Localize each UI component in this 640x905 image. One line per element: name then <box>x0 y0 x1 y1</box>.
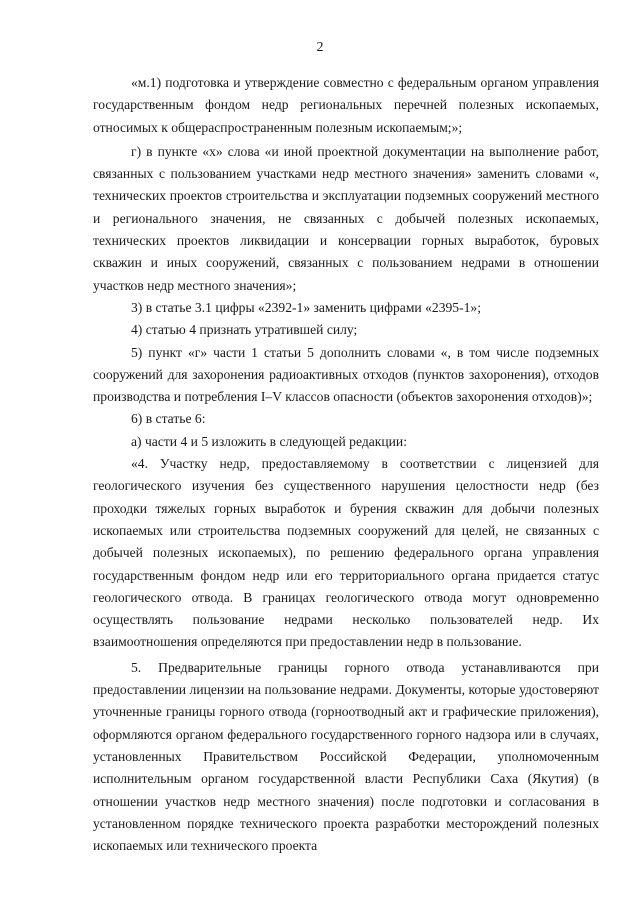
paragraph-3: 3) в статье 3.1 цифры «2392-1» заменить цифрами «2395-1»; <box>131 299 481 315</box>
paragraph-part-4: «4. Участку недр, предоставляемому в соответствии с лицензией для геологического изучения без существенного нарушения целостности недр (без проходки тяжелых горных выработок и бурения скважин для добычи полезных ископаемых или строительства подземных сооружений для целей, не связанных с добычей полезных ископаемых), по решению федерального органа управления государственным фондом недр или его территориального органа придается статус геологического отвода. В границах геологического отвода могут одновременно осуществлять пользование недрами несколько пользователей недр. Их взаимоотношения определяются при предоставлении недр в пользование. <box>93 456 599 650</box>
paragraph-g: г) в пункте «х» слова «и иной проектной документации на выполнение работ, связанных с пользованием участками недр местного значения» заменить словами «, технических проектов строительства и эксплуатации подземных сооружений местного и регионального значения, не связанных с добычей полезных ископаемых, технических проектов ликвидации и консервации горных выработок, буровых скважин и иных сооружений, связанных с пользованием недрами в отношении участков недр местного значения»; <box>93 143 599 293</box>
paragraph-5: 5) пункт «г» части 1 статьи 5 дополнить словами «, в том числе подземных сооружений для захоронения радиоактивных отходов (пунктов захоронения), отходов производства и потребления I–V классов опасности (объектов захоронения отходов)»; <box>93 344 599 405</box>
paragraph-4: 4) статью 4 признать утратившей силу; <box>131 322 358 338</box>
document-body <box>93 72 599 857</box>
paragraph-part-5: 5. Предварительные границы горного отвода устанавливаются при предоставлении лицензии на пользование недрами. Документы, которые удостоверяют уточненные границы горного отвода (горноотводный акт и графические приложения), оформляются органом федерального государственного горного надзора или в случаях, установленных Правительством Российской Федерации, уполномоченным исполнительным органом государственной власти Республики Саха (Якутия) (в отношении участков недр местного значения) после подготовки и согласования в установленном порядке технического проекта разработки месторождений полезных ископаемых или технического проекта <box>93 659 599 854</box>
paragraph-m1: «м.1) подготовка и утверждение совместно с федеральным органом управления государственным фондом недр региональных перечней полезных ископаемых, относимых к общераспространенным полезным ископаемым;»; <box>93 75 599 135</box>
paragraph-6: 6) в статье 6: <box>131 411 206 427</box>
paragraph-a: а) части 4 и 5 изложить в следующей редакции: <box>131 433 407 449</box>
page-number: 2 <box>316 40 324 55</box>
